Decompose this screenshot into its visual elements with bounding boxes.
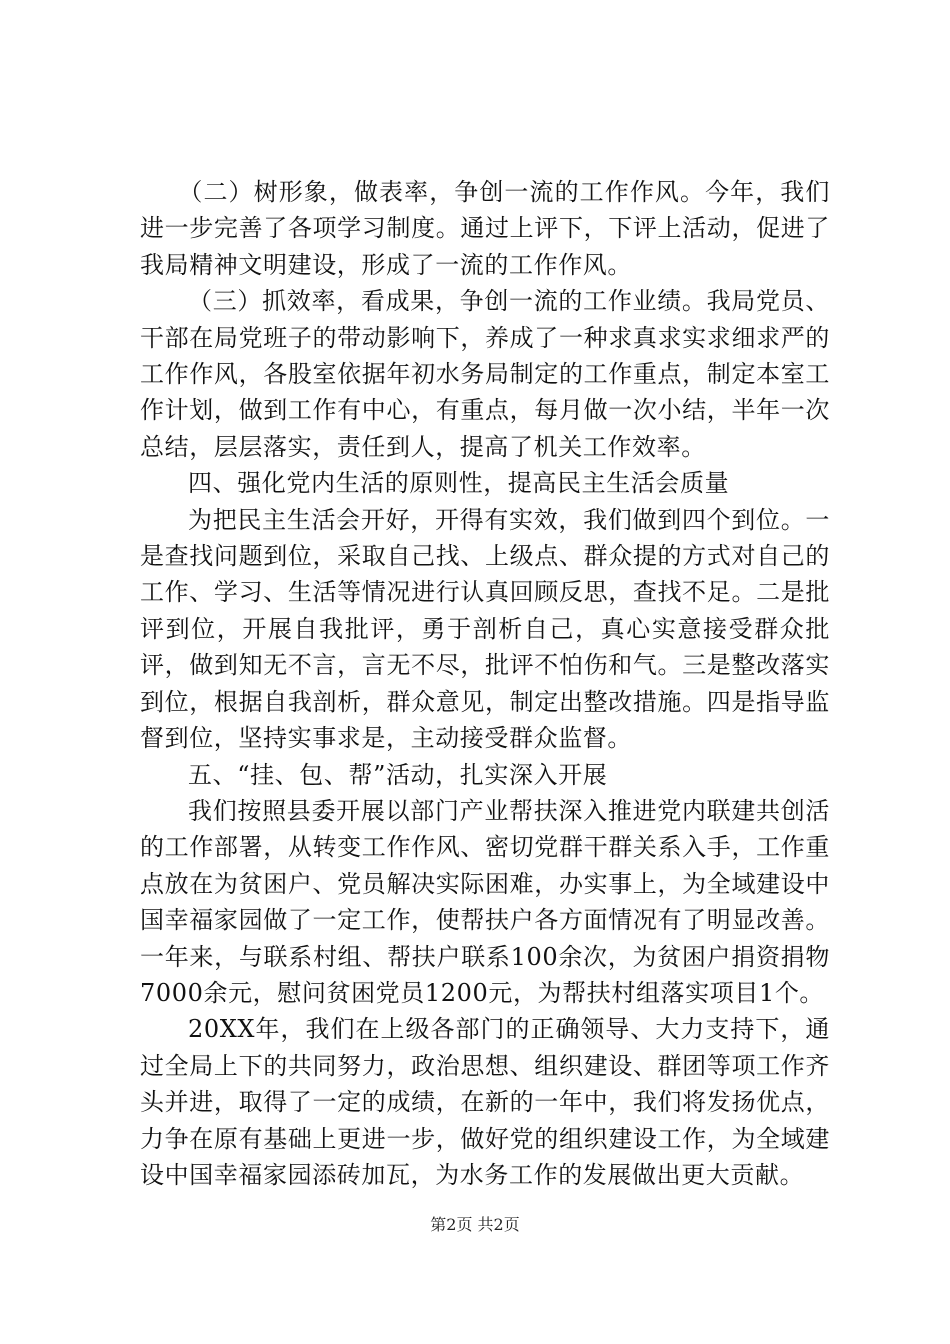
paragraph-gua-bao-bang: 我们按照县委开展以部门产业帮扶深入推进党内联建共创活的工作部署，从转变工作作风、密切党群干群关系入手，工作重点放在为贫困户、党员解决实际困难，办实事上，为全域建设中国幸福家园做了一定工作，使帮扶户各方面情况有了明显改善。一年来，与联系村组、帮扶户联系100余次，为贫困户捐资捐物7000余元，慰问贫困党员1200元，为帮扶村组落实项目1个。	[140, 796, 830, 1007]
paragraph-style-section: （二）树形象，做表率，争创一流的工作作风。今年，我们进一步完善了各项学习制度。通过上评下，下评上活动，促进了我局精神文明建设，形成了一流的工作作风。	[140, 178, 830, 279]
paragraph-efficiency-section: （三）抓效率，看成果，争创一流的工作业绩。我局党员、干部在局党班子的带动影响下，养成了一种求真求实求细求严的工作作风，各股室依据年初水务局制定的工作重点，制定本室工作计划，做到工作有中心，有重点，每月做一次小结，半年一次总结，层层落实，责任到人，提高了机关工作效率。	[140, 287, 830, 461]
document-body	[140, 174, 830, 1193]
page-footer: 第2页 共2页	[430, 1215, 520, 1234]
paragraph-conclusion: 20XX年，我们在上级各部门的正确领导、大力支持下，通过全局上下的共同努力，政治思想、组织建设、群团等项工作齐头并进，取得了一定的成绩，在新的一年中，我们将发扬优点，力争在原有基础上更进一步，做好党的组织建设工作，为全域建设中国幸福家园添砖加瓦，为水务工作的发展做出更大贡献。	[140, 1015, 830, 1189]
heading-democratic-life: 四、强化党内生活的原则性，提高民主生活会质量	[188, 469, 730, 498]
paragraph-democratic-life: 为把民主生活会开好，开得有实效，我们做到四个到位。一是查找问题到位，采取自己找、上级点、群众提的方式对自己的工作、学习、生活等情况进行认真回顾反思，查找不足。二是批评到位，开展自我批评，勇于剖析自己，真心实意接受群众批评，做到知无不言，言无不尽，批评不怕伤和气。三是整改落实到位，根据自我剖析，群众意见，制定出整改措施。四是指导监督到位，坚持实事求是，主动接受群众监督。	[140, 505, 830, 753]
heading-gua-bao-bang: 五、“挂、包、帮”活动，扎实深入开展	[188, 760, 608, 789]
